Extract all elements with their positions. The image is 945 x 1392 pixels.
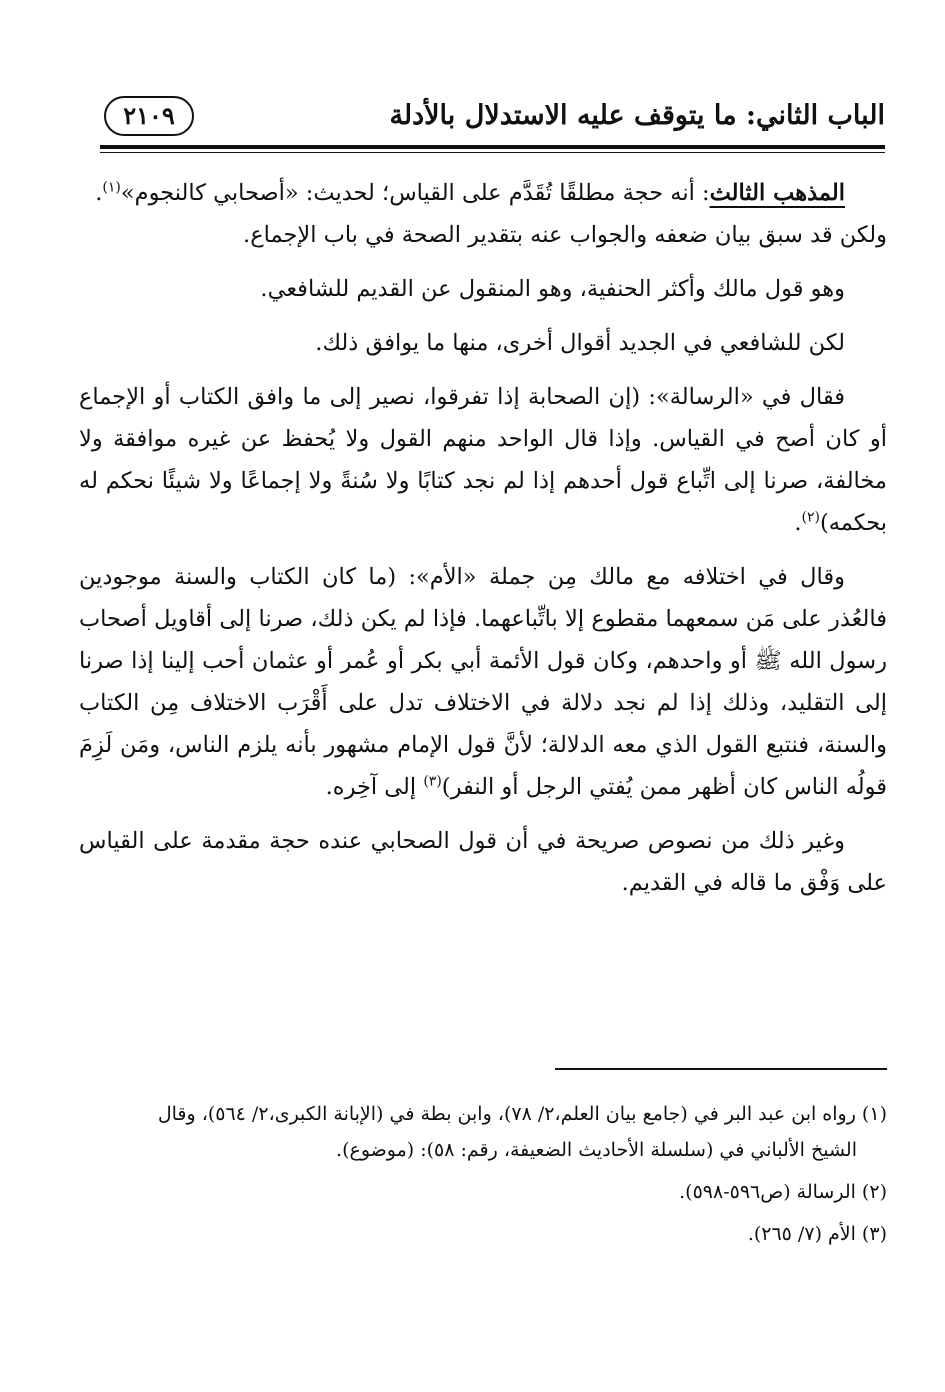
paragraph-weakness: ولكن قد سبق بيان ضعفه والجواب عنه بتقدير الصحة في باب الإجماع. <box>243 222 887 248</box>
paragraph-text: فقال في «الرسالة»: (إن الصحابة إذا تفرقوا، نصير إلى ما وافق الكتاب أو الإجماع أو كان أصح في القياس. وإذا قال الواحد منهم القول ولا يُحفظ عن غيره موافقة ولا مخالفة، صرنا إلى اتِّباع قول أحدهم إذا لم نجد كتابًا ولا سُنةً ولا إجماعًا ولا شيئًا نحكم له بحكمه) <box>79 384 887 536</box>
paragraph-third-opinion <box>79 172 887 214</box>
header-divider-thick <box>100 145 885 149</box>
chapter-title: الباب الثاني: ما يتوقف عليه الاستدلال بالأدلة <box>389 100 885 131</box>
footnote-ref-3: (٣) <box>423 773 442 790</box>
footnote-ref-1: (١) <box>102 179 121 196</box>
paragraph-end: . <box>95 180 103 206</box>
paragraph-conclusion: وغير ذلك من نصوص صريحة في أن قول الصحابي عنده حجة مقدمة على القياس على وَفْق ما قاله في القديم. <box>79 828 887 896</box>
paragraph-new-opinion: لكن للشافعي في الجديد أقوال أخرى، منها ما يوافق ذلك. <box>315 330 845 356</box>
paragraph-end: إلى آخِره. <box>325 774 424 800</box>
footnote-ref-2: (٢) <box>801 509 820 526</box>
header-divider-thin <box>100 152 885 153</box>
footnote-1 <box>79 1096 887 1168</box>
paragraph-risala-quote <box>79 376 887 544</box>
page-header <box>100 96 885 146</box>
paragraph-umm-quote <box>79 556 887 808</box>
section-label: المذهب الثالث <box>709 180 845 206</box>
footnotes <box>79 1096 887 1258</box>
paragraph-end: . <box>794 510 802 536</box>
paragraph-malik: وهو قول مالك وأكثر الحنفية، وهو المنقول عن القديم للشافعي. <box>260 276 845 302</box>
footnote-3: (٣) الأم (٧/ ٢٦٥). <box>747 1223 887 1245</box>
footnote-1-line-2: الشيخ الألباني في (سلسلة الأحاديث الضعيفة، رقم: ٥٨): (موضوع). <box>336 1139 857 1161</box>
paragraph-text: وقال في اختلافه مع مالك مِن جملة «الأم»: (ما كان الكتاب والسنة موجودين فالعُذر على مَن سمعهما مقطوع إلا باتِّباعهما. فإذا لم يكن ذلك، صرنا إلى أقاويل أصحاب رسول الله ﷺ أو واحدهم، وكان قول الأئمة أبي بكر أو عُمر أو عثمان أحب إلينا إذا صرنا إلى التقليد، وذلك إذا لم نجد دلالة في الاختلاف تدل على أَقْرَب الاختلاف مِن الكتاب والسنة، فنتبع القول الذي معه الدلالة؛ لأنَّ قول الإمام مشهور بأنه يلزم الناس، ومَن لَزِمَ قولُه الناس كان أظهر ممن يُفتي الرجل أو النفر) <box>79 564 887 800</box>
main-text <box>79 172 887 916</box>
footnote-divider <box>555 1068 887 1070</box>
footnote-1-line-1: (١) رواه ابن عبد البر في (جامع بيان العلم،٢/ ٧٨)، وابن بطة في (الإبانة الكبرى،٢/ ٥٦٤)، وقال <box>157 1103 887 1125</box>
paragraph-text: : أنه حجة مطلقًا تُقَدَّم على القياس؛ لحديث: «أصحابي كالنجوم» <box>120 180 710 206</box>
footnote-2: (٢) الرسالة (ص٥٩٦-٥٩٨). <box>679 1181 887 1203</box>
page-number-badge: ٢١٠٩ <box>104 96 194 136</box>
